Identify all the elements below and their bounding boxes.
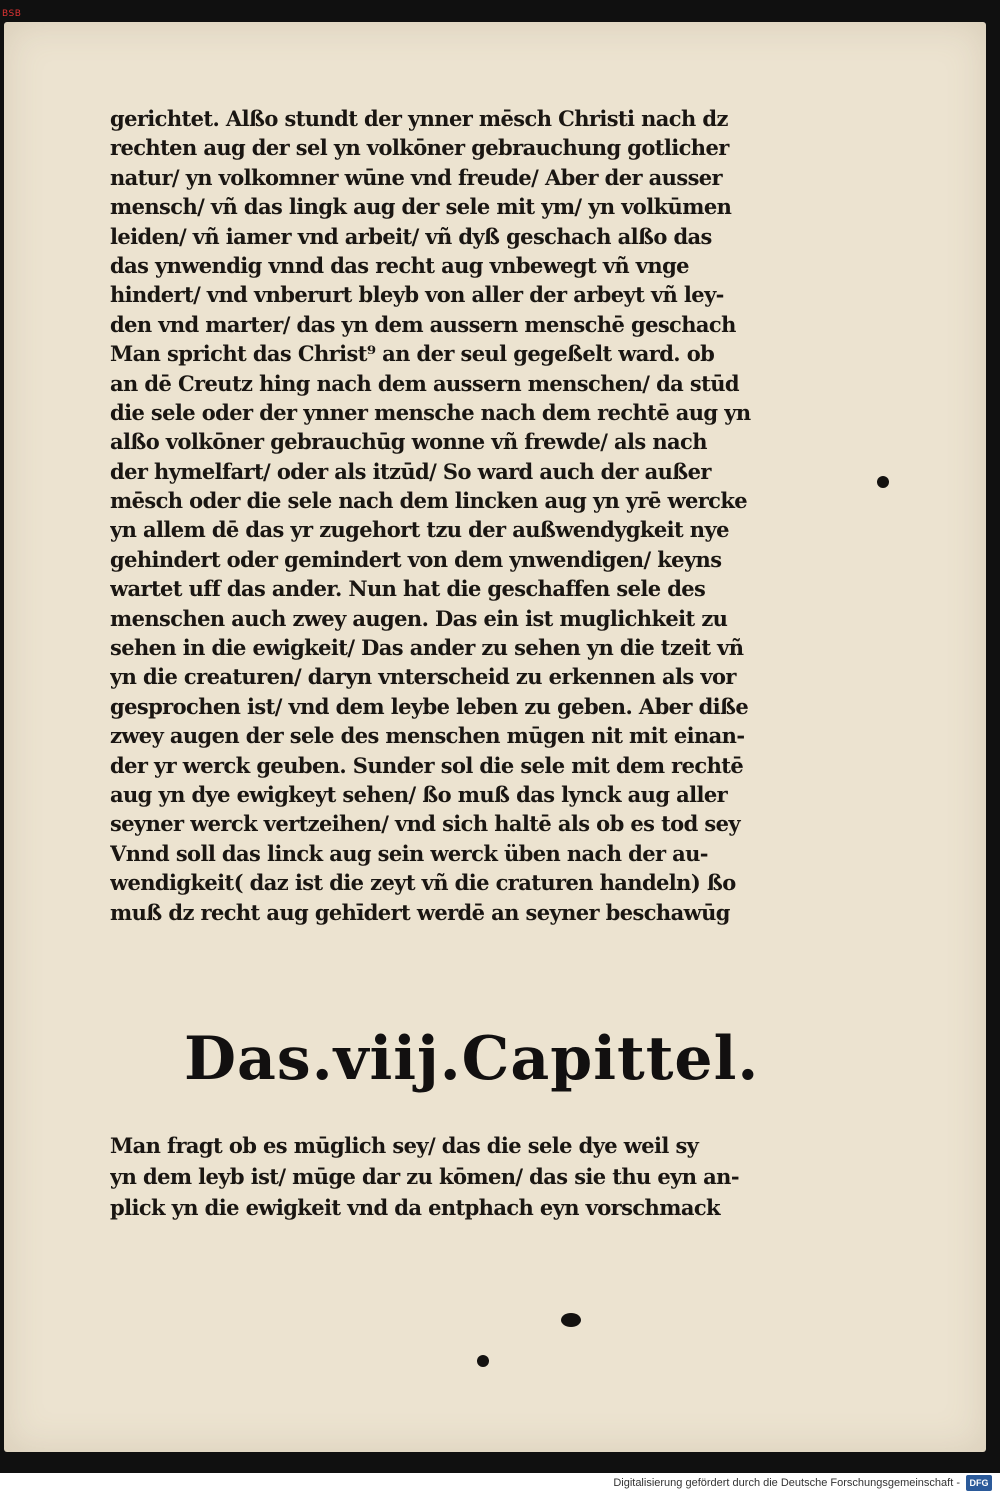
text-line: gesprochen ist/ vnd dem leybe leben zu geben. Aber diße [110,693,749,719]
text-line: rechten aug der sel yn volkōner gebrauchung gotlicher [110,135,729,161]
text-line: mensch/ vñ das lingk aug der sele mit ym/ yn volkūmen [110,194,732,220]
text-line: aug yn dye ewigkeyt sehen/ ßo muß das lynck aug aller [110,781,728,807]
text-line: muß dz recht aug gehīdert werdē an seyner beschawūg [110,899,730,925]
text-line: wartet uff das ander. Nun hat die geschaffen sele des [110,576,706,602]
footer-credit: Digitalisierung gefördert durch die Deutsche Forschungsgemeinschaft - [613,1477,960,1489]
text-line: menschen auch zwey augen. Das ein ist muglichkeit zu [110,605,728,631]
text-line: der yr werck geuben. Sunder sol die sele mit dem rechtē [110,752,744,778]
text-line: yn allem dē das yr zugehort tzu der außwendygkeit nye [110,517,729,543]
text-line: wendigkeit( daz ist die zeyt vñ die craturen handeln) ßo [110,870,736,896]
ink-dot [561,1313,581,1327]
bsb-watermark: BSB [2,9,22,19]
text-line: plick yn die ewigkeit vnd da entphach eyn vorschmack [110,1195,720,1220]
book-page [4,22,986,1452]
dfg-logo: DFG [966,1475,992,1491]
text-line: yn die creaturen/ daryn vnterscheid zu erkennen als vor [110,664,736,690]
text-line: gerichtet. Alßo stundt der ynner mēsch Christi nach dz [110,106,728,131]
text-line: hindert/ vnd vnberurt bleyb von aller der arbeyt vñ ley- [110,282,724,308]
text-line: alßo volkōner gebrauchūg wonne vñ frewde/ als nach [110,429,707,455]
text-line: leiden/ vñ iamer vnd arbeit/ vñ dyß geschach alßo das [110,223,712,249]
chapter-text [110,1130,790,1223]
footer [0,1473,1000,1495]
text-line: das ynwendig vnnd das recht aug vnbewegt vñ vnge [110,252,689,278]
chapter-heading: Das.viij.Capittel. [184,1024,760,1094]
text-line: der hymelfart/ oder als itzūd/ So ward auch der außer [110,458,711,484]
text-line: gehindert oder gemindert von dem ynwendigen/ keyns [110,546,722,572]
text-line: Vnnd soll das linck aug sein werck üben nach der au- [110,840,708,866]
text-line: Man fragt ob es mūglich sey/ das die sele dye weil sy [110,1133,699,1158]
text-line: sehen in die ewigkeit/ Das ander zu sehen yn die tzeit vñ [110,635,744,661]
text-line: an dē Creutz hing nach dem aussern menschen/ da stūd [110,370,739,396]
ink-dot [477,1355,489,1367]
body-text [110,104,790,927]
text-line: mēsch oder die sele nach dem lincken aug yn yrē wercke [110,488,748,514]
ink-dot [877,476,889,488]
text-line: Man spricht das Christ⁹ an der seul gegeßelt ward. ob [110,341,715,367]
text-line: den vnd marter/ das yn dem aussern menschē geschach [110,311,736,337]
text-line: seyner werck vertzeihen/ vnd sich haltē als ob es tod sey [110,811,740,837]
text-line: yn dem leyb ist/ mūge dar zu kōmen/ das sie thu eyn an- [110,1164,739,1189]
text-line: zwey augen der sele des menschen mūgen nit mit einan- [110,723,745,749]
text-line: natur/ yn volkomner wūne vnd freude/ Aber der ausser [110,164,723,190]
text-line: die sele oder der ynner mensche nach dem rechtē aug yn [110,399,751,425]
